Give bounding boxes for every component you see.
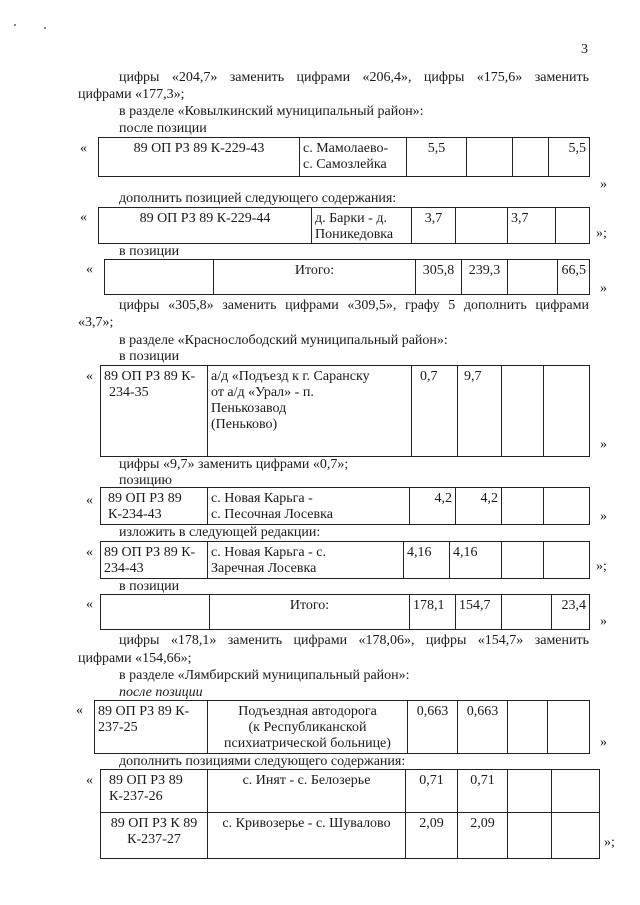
value-cell <box>507 813 551 858</box>
empty-cell <box>105 260 213 294</box>
road-name <box>207 542 403 578</box>
empty-cell <box>101 595 209 629</box>
scan-speck <box>44 27 46 29</box>
value-cell: 239,3 <box>461 260 507 294</box>
road-name <box>311 208 411 243</box>
open-quote: « <box>86 262 93 277</box>
value-cell <box>543 488 589 524</box>
road-code-line: 89 ОП РЗ 89 К- <box>104 369 196 384</box>
road-name-line: с. Песочная Лосевка <box>211 507 333 522</box>
road-name-line: Поникедовка <box>315 227 394 242</box>
value-cell: 4,2 <box>409 488 455 524</box>
value-cell: 5,5 <box>406 138 466 176</box>
paragraph-line: в разделе «Лямбирский муниципальный район»: <box>119 668 410 683</box>
open-quote: « <box>80 210 87 225</box>
open-quote: « <box>86 773 93 788</box>
road-table <box>100 365 590 457</box>
road-table <box>100 487 590 525</box>
value-cell <box>543 366 589 456</box>
value-cell: 0,71 <box>457 770 507 812</box>
paragraph-line: дополнить позициями следующего содержания: <box>119 754 406 769</box>
road-name-line: с. Новая Карьга - с. <box>211 545 326 560</box>
value-cell: 5,5 <box>548 138 589 176</box>
value-cell: 9,7 <box>457 366 501 456</box>
road-code: 89 ОП РЗ 89 К-229-44 <box>139 211 271 226</box>
total-label: Итого: <box>209 595 409 629</box>
page-number: 3 <box>581 42 588 57</box>
value-cell <box>501 595 551 629</box>
value-cell: 4,2 <box>455 488 501 524</box>
road-code-line: 89 ОП РЗ 89 <box>108 491 182 506</box>
road-table <box>100 769 600 859</box>
road-name <box>207 366 411 456</box>
value-cell <box>555 208 589 243</box>
paragraph-line: цифры «204,7» заменить цифрами «206,4», цифры «175,6» заменить <box>119 70 589 85</box>
road-name <box>207 701 407 753</box>
value-cell <box>512 138 548 176</box>
close-quote: » <box>600 735 607 750</box>
paragraph-line: «3,7»; <box>78 315 114 330</box>
paragraph-line: в разделе «Ковылкинский муниципальный район»: <box>119 104 424 119</box>
value-cell: 4,16 <box>403 542 449 578</box>
road-name-line: Пенькозавод <box>211 401 287 416</box>
road-name: с. Кривозерье - с. Шувалово <box>207 813 405 858</box>
road-table <box>98 137 590 177</box>
road-code <box>95 701 207 753</box>
road-code <box>101 366 207 456</box>
value-cell: 0,663 <box>457 701 507 753</box>
open-quote: « <box>76 703 83 718</box>
open-quote: « <box>80 141 87 156</box>
paragraph-line: после позиции <box>119 121 207 136</box>
road-name-line: Заречная Лосевка <box>211 561 317 576</box>
road-table <box>94 700 590 754</box>
road-code-line: 89 ОП РЗ 89 <box>109 773 183 788</box>
value-cell <box>507 770 551 812</box>
road-code <box>101 488 207 524</box>
total-label: Итого: <box>213 260 415 294</box>
paragraph-line: цифры «305,8» заменить цифрами «309,5», графу 5 дополнить цифрами <box>119 298 589 313</box>
open-quote: « <box>86 545 93 560</box>
road-code-line: 89 ОП РЗ 89 К- <box>98 704 190 719</box>
table-row <box>101 770 599 813</box>
value-cell: 154,7 <box>455 595 501 629</box>
road-code-line: К-237-26 <box>109 789 163 804</box>
close-quote: »; <box>596 226 607 241</box>
road-code <box>101 770 207 812</box>
value-cell: 305,8 <box>415 260 461 294</box>
road-code-line: 234-35 <box>109 385 149 400</box>
value-cell: 2,09 <box>405 813 457 858</box>
value-cell <box>507 260 557 294</box>
value-cell: 4,16 <box>449 542 501 578</box>
value-cell <box>466 138 512 176</box>
road-name-line: д. Барки - д. <box>315 211 387 226</box>
road-name: с. Инят - с. Белозерье <box>207 770 405 812</box>
road-code: 89 ОП РЗ 89 К-229-43 <box>133 141 265 156</box>
road-name <box>299 138 406 176</box>
paragraph-line: цифры «9,7» заменить цифрами «0,7»; <box>119 457 349 472</box>
paragraph-line: в позиции <box>119 579 180 594</box>
open-quote: « <box>86 369 93 384</box>
value-cell: 178,1 <box>409 595 455 629</box>
road-code <box>101 542 207 578</box>
close-quote: »; <box>596 559 607 574</box>
value-cell: 0,71 <box>405 770 457 812</box>
close-quote: » <box>600 281 607 296</box>
close-quote: » <box>600 614 607 629</box>
road-code-line: 234-43 <box>104 561 144 576</box>
value-cell <box>501 542 543 578</box>
close-quote: » <box>600 177 607 192</box>
road-table <box>98 207 590 244</box>
road-code-line: К-237-27 <box>127 832 181 847</box>
value-cell <box>501 488 543 524</box>
road-name-line: психиатрической больнице) <box>224 736 391 751</box>
paragraph-line: после позиции <box>119 685 203 700</box>
total-table <box>104 259 590 295</box>
paragraph-line: изложить в следующей редакции: <box>119 525 321 540</box>
open-quote: « <box>86 597 93 612</box>
close-quote: » <box>600 437 607 452</box>
value-cell: 0,7 <box>411 366 457 456</box>
value-cell: 0,663 <box>407 701 457 753</box>
road-code-line: 89 ОП РЗ К 89 <box>110 816 198 831</box>
value-cell <box>501 366 543 456</box>
road-name-line: от а/д «Урал» - п. <box>211 385 314 400</box>
value-cell <box>551 813 599 858</box>
paragraph-line: в разделе «Краснослободский муниципальный район»: <box>119 333 448 348</box>
road-code-line: 89 ОП РЗ 89 К- <box>104 545 196 560</box>
paragraph-line: в позиции <box>119 244 180 259</box>
total-table <box>100 594 590 630</box>
road-code-line: К-234-43 <box>108 507 162 522</box>
value-cell: 23,4 <box>551 595 589 629</box>
value-cell <box>507 701 547 753</box>
value-cell <box>547 701 589 753</box>
road-name-line: Подъездная автодорога <box>238 704 377 719</box>
value-cell <box>543 542 589 578</box>
value-cell: 2,09 <box>457 813 507 858</box>
road-name-line: (Пеньково) <box>211 417 278 432</box>
value-cell <box>551 770 599 812</box>
road-name-line: (к Республиканской <box>248 720 367 735</box>
paragraph-line: дополнить позицией следующего содержания: <box>119 191 397 206</box>
close-quote: » <box>600 509 607 524</box>
road-code <box>101 813 207 858</box>
value-cell: 3,7 <box>411 208 455 243</box>
road-table <box>100 541 590 579</box>
road-code-line: 237-25 <box>98 720 138 735</box>
paragraph-line: цифрами «154,66»; <box>78 651 192 666</box>
value-cell: 66,5 <box>557 260 589 294</box>
value-cell: 3,7 <box>507 208 555 243</box>
paragraph-line: цифры «178,1» заменить цифрами «178,06», цифры «154,7» заменить <box>119 633 589 648</box>
table-row <box>101 813 599 858</box>
road-name <box>207 488 409 524</box>
road-name-line: с. Мамолаево- <box>303 141 389 156</box>
road-name-line: с. Самозлейка <box>303 157 387 172</box>
paragraph-line: позицию <box>119 473 172 488</box>
road-name-line: а/д «Подъезд к г. Саранску <box>211 369 370 384</box>
open-quote: « <box>86 493 93 508</box>
value-cell <box>455 208 507 243</box>
road-name-line: с. Новая Карьга - <box>211 491 313 506</box>
scan-speck <box>14 24 16 26</box>
paragraph-line: в позиции <box>119 349 180 364</box>
close-quote: »; <box>604 835 615 850</box>
paragraph-line: цифрами «177,3»; <box>78 87 185 102</box>
